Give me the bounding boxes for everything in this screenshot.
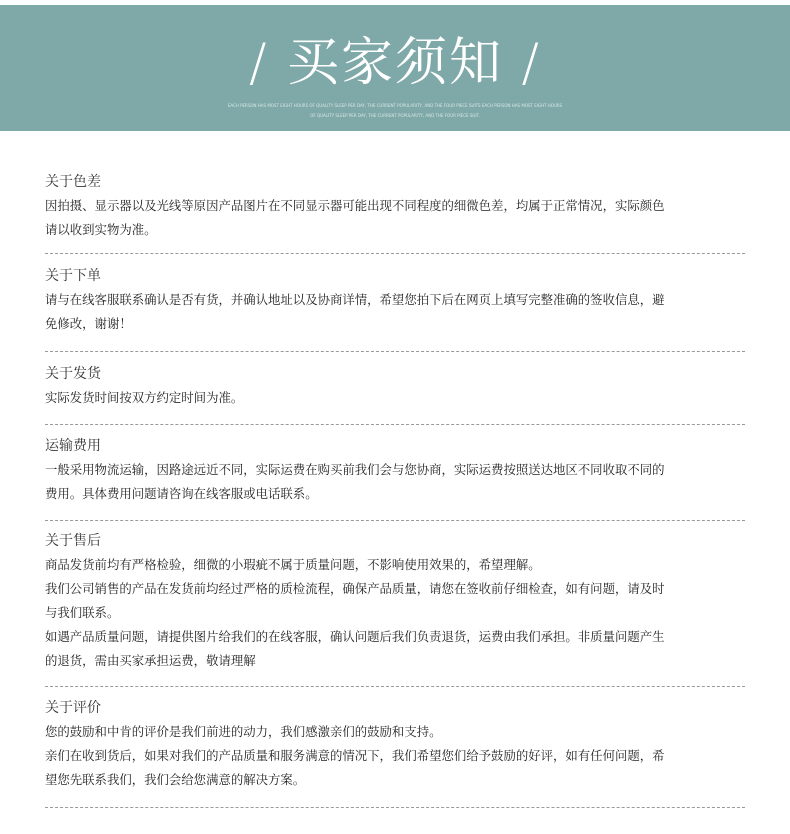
section-text: 望您先联系我们，我们会给您满意的解决方案。 <box>45 772 306 787</box>
section-text: 实际发货时间按双方约定时间为准。 <box>45 390 244 405</box>
section-text: 您的鼓励和中肯的评价是我们前进的动力，我们感激亲们的鼓励和支持。 <box>45 724 442 739</box>
section-text: 请与在线客服联系确认是否有货，并确认地址以及协商详情，希望您拍下后在网页上填写完整准确的签收信息，避 <box>45 292 665 307</box>
dashed-divider <box>45 351 745 352</box>
section-shipping <box>45 364 750 410</box>
section-title: 关于发货 <box>45 366 101 382</box>
section-title: 关于下单 <box>45 268 101 284</box>
section-text: 的退货，需由买家承担运费，敬请理解 <box>45 653 256 668</box>
dashed-divider <box>45 253 745 254</box>
section-freight <box>45 436 750 506</box>
section-text: 亲们在收到货后，如果对我们的产品质量和服务满意的情况下，我们希望您们给予鼓励的好评，如有任何问题，希 <box>45 748 665 763</box>
section-text: 一般采用物流运输，因路途远近不同，实际运费在购买前我们会与您协商，实际运费按照送达地区不同收取不同的 <box>45 462 665 477</box>
dashed-divider <box>45 424 745 425</box>
dashed-divider <box>45 520 745 521</box>
section-title: 运输费用 <box>45 438 101 454</box>
section-text: 费用。具体费用问题请咨询在线客服或电话联系。 <box>45 486 318 501</box>
section-title: 关于评价 <box>45 700 101 716</box>
section-title: 关于色差 <box>45 174 101 190</box>
section-color-difference <box>45 172 750 242</box>
section-text: 请以收到实物为准。 <box>45 222 157 237</box>
section-title: 关于售后 <box>45 533 101 549</box>
dashed-divider <box>45 686 745 687</box>
banner-title: / 买家须知 / <box>248 33 542 93</box>
header-banner <box>0 5 790 131</box>
section-text: 免修改，谢谢！ <box>45 316 132 331</box>
section-after-sales <box>45 531 750 673</box>
section-text: 与我们联系。 <box>45 605 120 620</box>
section-text: 我们公司销售的产品在发货前均经过严格的质检流程，确保产品质量，请您在签收前仔细检查，如有问题，请及时 <box>45 581 665 596</box>
dashed-divider <box>45 807 745 808</box>
section-reviews <box>45 698 750 792</box>
banner-subtitle: EACH PERSON HAS MOST EIGHT HOURS OF QUALITY SLEEP PER DAY, THE CURRENT POPULARITY, AND THE FOUR PIECE SUITS EACH PERSON HAS MOST EIGHT HOURS <box>227 103 563 108</box>
banner-subtitle: OF QUALITY SLEEP PER DAY, THE CURRENT POPULARITY, AND THE FOUR PIECE SUIT. <box>310 113 480 118</box>
section-ordering <box>45 266 750 336</box>
section-text: 因拍摄、显示器以及光线等原因产品图片在不同显示器可能出现不同程度的细微色差，均属于正常情况，实际颜色 <box>45 198 665 213</box>
section-text: 商品发货前均有严格检验，细微的小瑕疵不属于质量问题，不影响使用效果的，希望理解。 <box>45 557 541 572</box>
section-text: 如遇产品质量问题，请提供图片给我们的在线客服，确认问题后我们负责退货，运费由我们承担。非质量问题产生 <box>45 629 665 644</box>
